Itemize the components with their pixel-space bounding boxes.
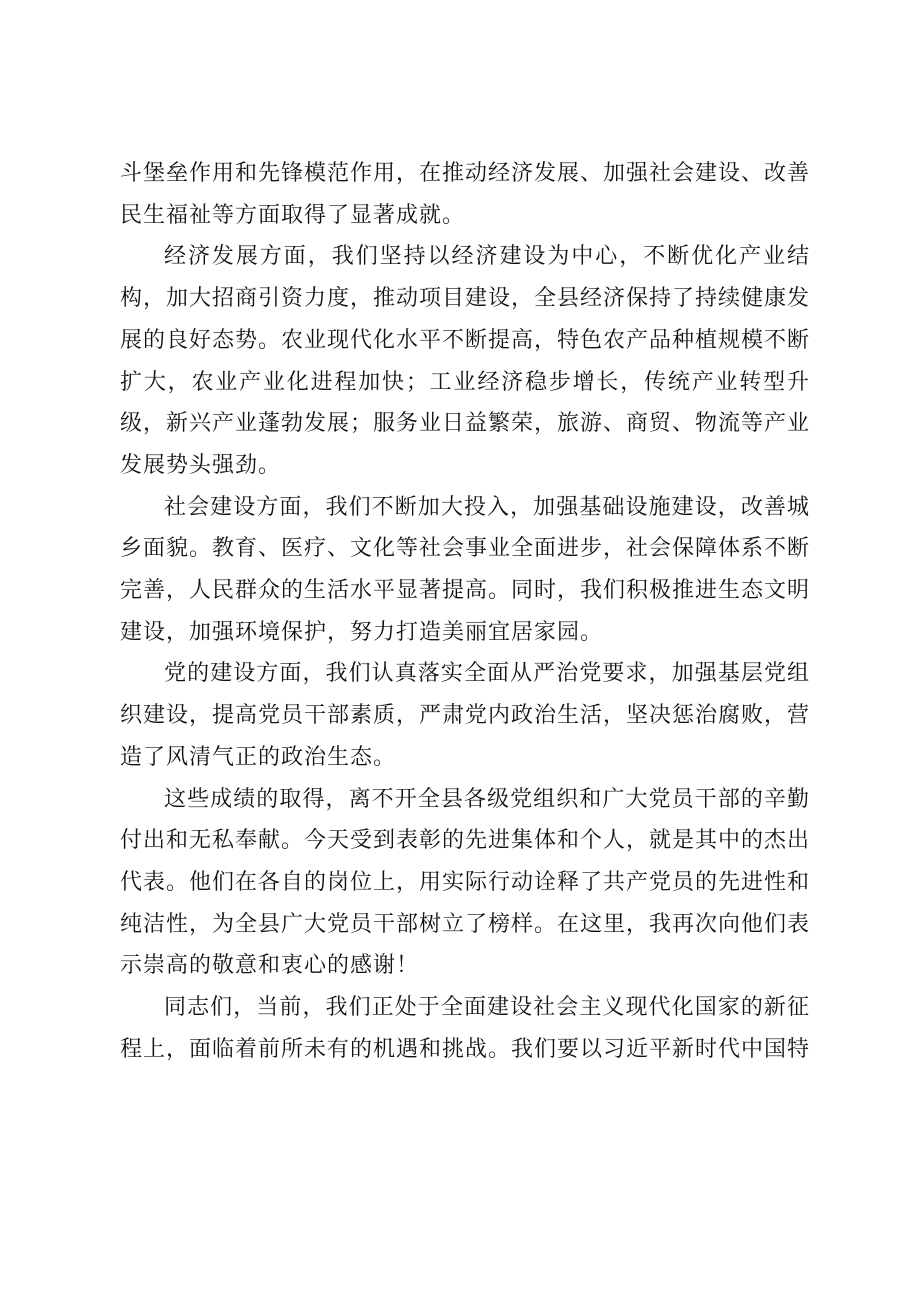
paragraph-continued-intro: 斗堡垒作用和先锋模范作用，在推动经济发展、加强社会建设、改善民生福祉等方面取得了显著成就。 (120, 161, 811, 228)
paragraph-social-development: 社会建设方面，我们不断加大投入，加强基础设施建设，改善城乡面貌。教育、医疗、文化等社会事业全面进步，社会保障体系不断完善，人民群众的生活水平显著提高。同时，我们积极推进生态文明建设，加强环境保护，努力打造美丽宜居家园。 (120, 494, 811, 645)
paragraph-achievements-recognition: 这些成绩的取得，离不开全县各级党组织和广大党员干部的辛勤付出和无私奉献。今天受到表彰的先进集体和个人，就是其中的杰出代表。他们在各自的岗位上，用实际行动诠释了共产党员的先进性和纯洁性，为全县广大党员干部树立了榜样。在这里，我再次向他们表示崇高的敬意和衷心的感谢！ (120, 786, 811, 979)
paragraph-economic-development: 经济发展方面，我们坚持以经济建设为中心，不断优化产业结构，加大招商引资力度，推动项目建设，全县经济保持了持续健康发展的良好态势。农业现代化水平不断提高，特色农产品种植规模不断扩大，农业产业化进程加快；工业经济稳步增长，传统产业转型升级，新兴产业蓬勃发展；服务业日益繁荣，旅游、商贸、物流等产业发展势头强劲。 (120, 244, 811, 478)
paragraph-new-journey: 同志们，当前，我们正处于全面建设社会主义现代化国家的新征程上，面临着前所未有的机遇和挑战。我们要以习近平新时代中国特 (120, 995, 811, 1062)
paragraph-party-building: 党的建设方面，我们认真落实全面从严治党要求，加强基层党组织建设，提高党员干部素质，严肃党内政治生活，坚决惩治腐败，营造了风清气正的政治生态。 (120, 661, 811, 770)
document-body (120, 153, 810, 1070)
